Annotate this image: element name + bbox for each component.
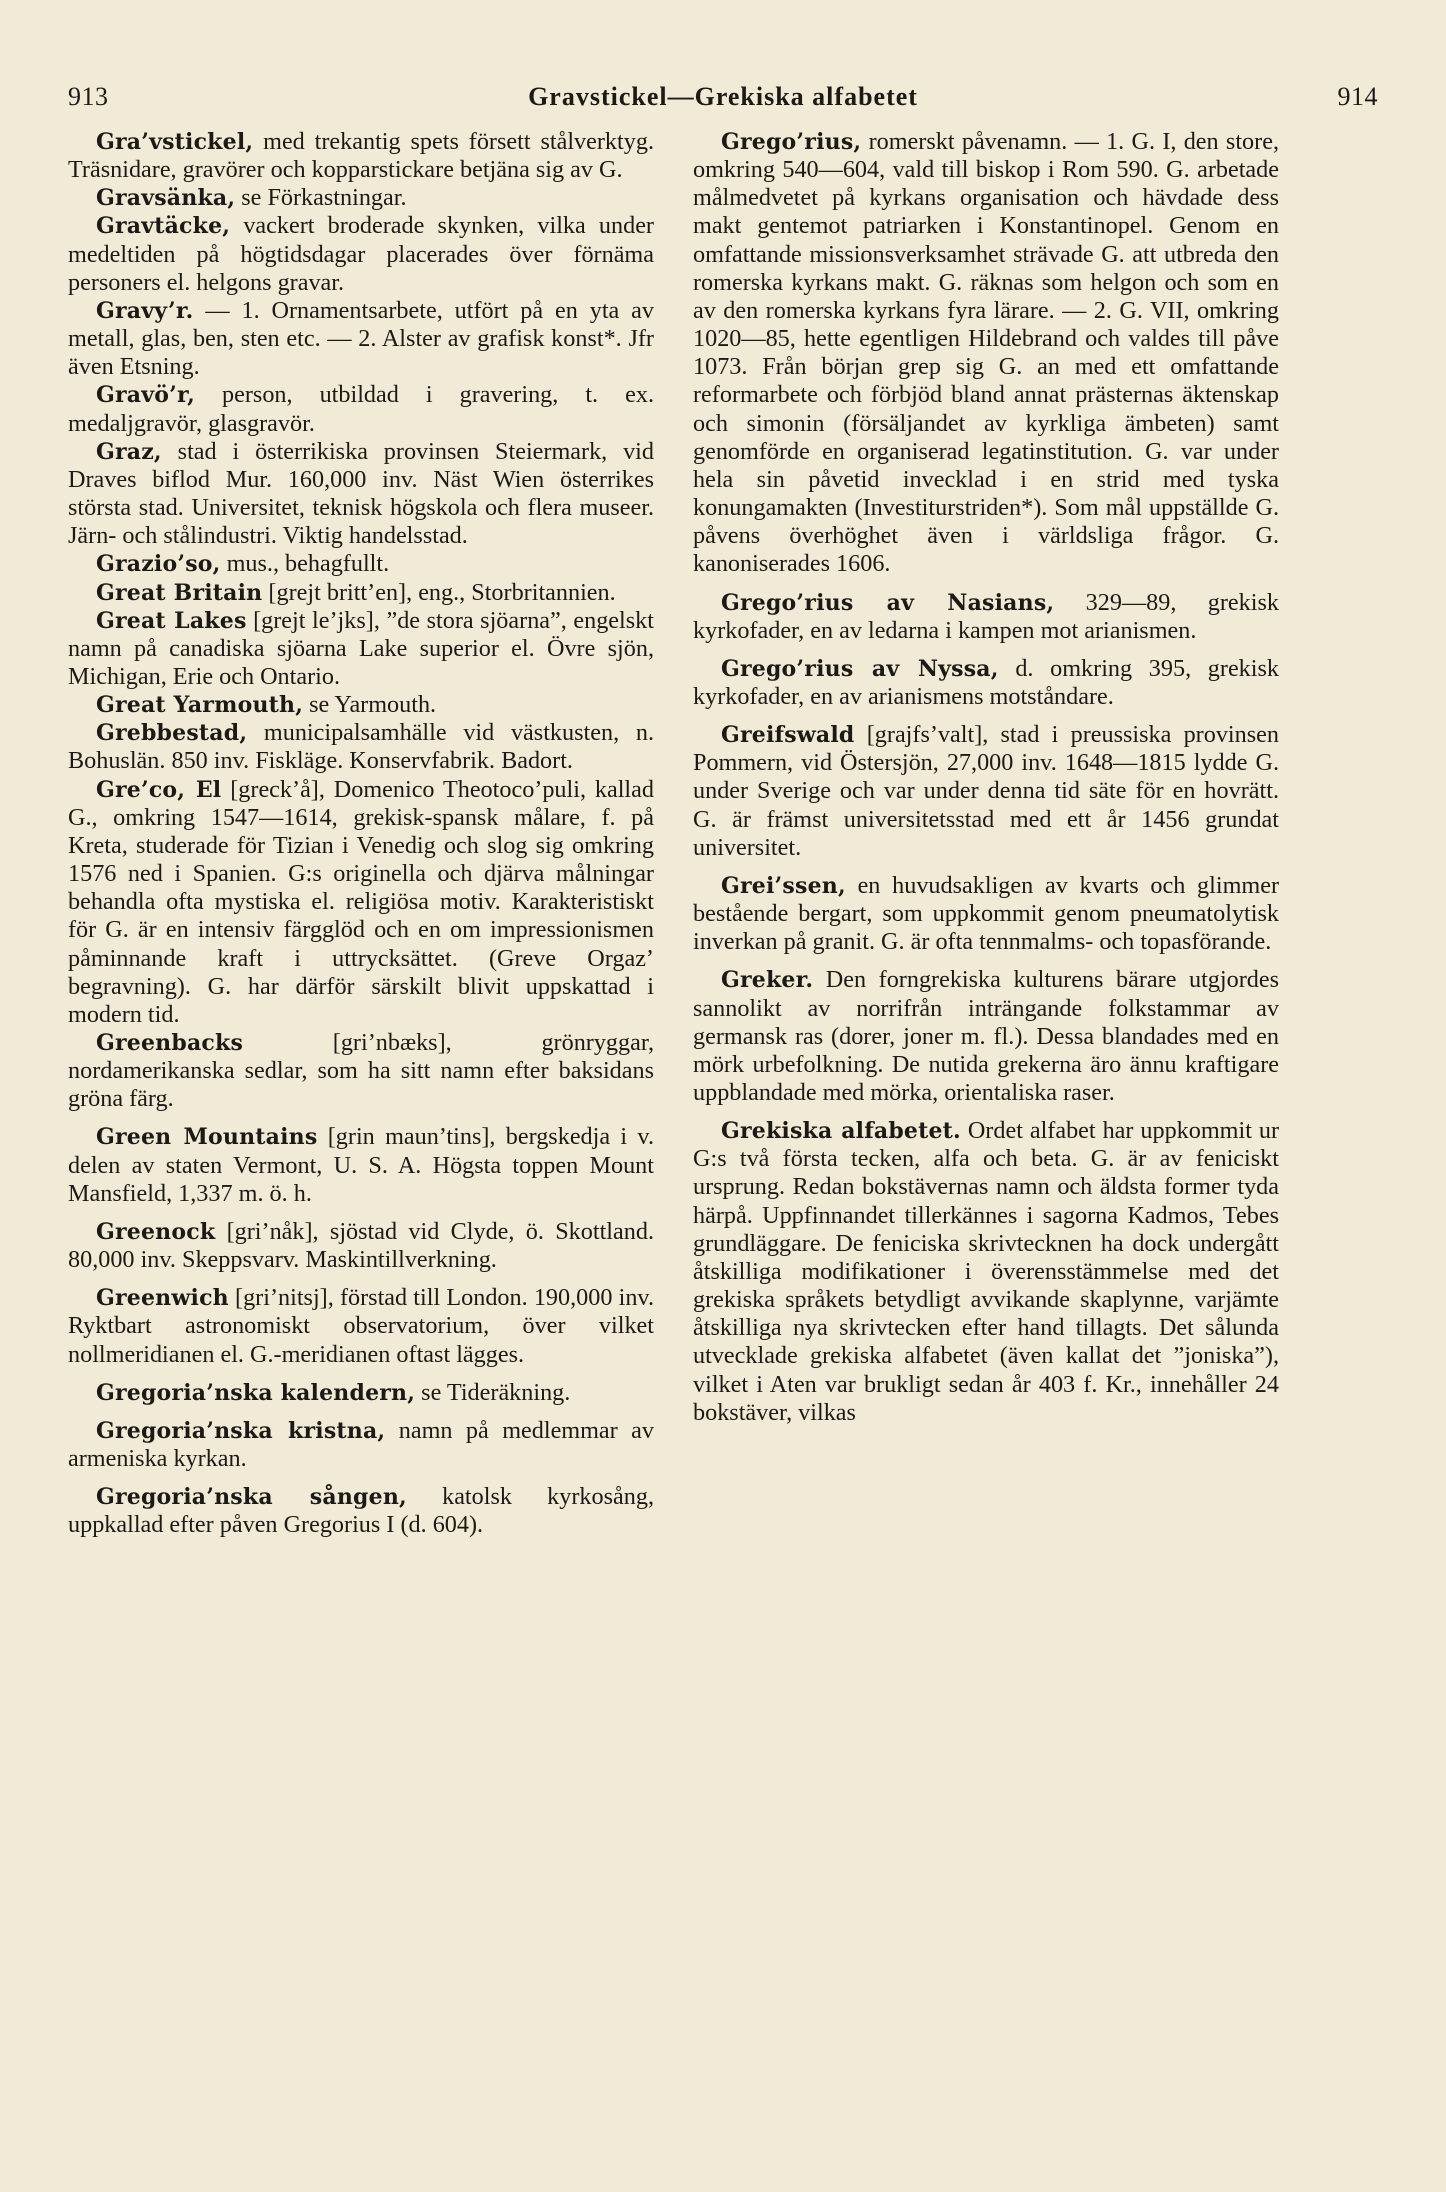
entry-text: 329—89, grekisk kyrkofader, en av ledarna i kampen mot arianismen. <box>693 588 1279 644</box>
entry-text: [grin maun’tins], bergskedja i v. delen av staten Vermont, U. S. A. Högsta toppen Mount Mansfield, 1,337 m. ö. h. <box>68 1123 654 1207</box>
entry-text: [gri’nbæks], grönryggar, nordamerikanska sedlar, som ha sitt namn efter baksidans gröna färg. <box>68 1029 654 1113</box>
entry-text: med trekantig spets försett stålverktyg. Träsnidare, gravörer och kopparstickare betjäna sig av G. <box>68 128 654 184</box>
page-number-right: 914 <box>1337 82 1378 111</box>
dictionary-entry <box>68 691 654 719</box>
dictionary-entry <box>68 1417 654 1473</box>
dictionary-entry <box>68 1379 654 1407</box>
right-column <box>693 128 1279 1427</box>
entry-text: Den forngrekiska kulturens bärare utgjordes sannolikt av norrifrån inträngande folkstammar av germansk ras (dorer, joner m. fl.). Dessa blandades med en mörk urbefolkning. De nutida grekerna äro ännu kraftigare uppblandade med mörka, orientaliska raser. <box>693 966 1279 1106</box>
dictionary-entry <box>68 184 654 212</box>
dictionary-entry <box>68 438 654 551</box>
entry-headword: Grazio’so, <box>96 551 221 578</box>
dictionary-entry <box>68 128 654 184</box>
entry-headword: Gregoria’nska kristna, <box>96 1417 386 1444</box>
entry-text: se Tideräkning. <box>415 1378 571 1406</box>
entry-headword: Green Mountains <box>96 1124 318 1151</box>
entry-headword: Grekiska alfabetet. <box>721 1118 961 1145</box>
dictionary-entry <box>68 719 654 775</box>
entry-headword: Great Yarmouth, <box>96 692 304 719</box>
entry-text: vackert broderade skynken, vilka under medeltiden på högtidsdagar placerades över förnäma personers el. helgons gravar. <box>68 212 654 296</box>
entry-text: [grejt britt’en], eng., Storbritannien. <box>262 578 616 606</box>
entry-headword: Greifswald <box>721 722 855 749</box>
dictionary-entry <box>693 721 1279 862</box>
entry-headword: Graz, <box>96 438 162 465</box>
left-column <box>68 128 654 1540</box>
entry-text: [greck’å], Domenico Theotoco’puli, kallad G., omkring 1547—1614, grekisk-spansk målare, f. på Kreta, studerade för Tizian i Venedig och slog sig omkring 1576 ned i Spanien. G:s originella och djärva målningar behandla ofta mystiska el. religiösa motiv. Karakteristiskt för G. är en intensiv färgglöd och en om impressionismen påminnande kraft i uttrycksättet. (Greve Orgaz’ begravning). G. har därför särskilt blivit uppskattad i modern tid. <box>68 775 654 1028</box>
dictionary-entry <box>68 381 654 437</box>
entry-headword: Grego’rius, <box>721 129 862 155</box>
entry-text: [grajfs’valt], stad i preussiska provinsen Pommern, vid Östersjön, 27,000 inv. 1648—1815 lydde G. under Sverige och var under denna tid säte för en hovrätt. G. är främst universitetsstad med ett år 1456 grundat universitet. <box>693 721 1279 861</box>
entry-headword: Grei’ssen, <box>721 872 846 899</box>
entry-headword: Great Lakes <box>96 607 247 634</box>
entry-text: municipalsamhälle vid västkusten, n. Bohuslän. 850 inv. Fiskläge. Konservfabrik. Badort. <box>68 719 654 775</box>
entry-text: — 1. Ornamentsarbete, utfört på en yta av metall, glas, ben, sten etc. — 2. Alster av grafisk konst*. Jfr även Etsning. <box>68 296 654 381</box>
entry-text: mus., behagfullt. <box>220 550 390 578</box>
dictionary-entry <box>693 655 1279 711</box>
page-header <box>68 82 1378 122</box>
entry-headword: Gregoria’nska kalendern, <box>96 1379 416 1406</box>
entry-text: [gri’nitsj], förstad till London. 190,000 inv. Ryktbart astronomiskt observatorium, över vilket nollmeridianen el. G.-meridianen oftast lägges. <box>68 1284 654 1368</box>
entry-headword: Gregoria’nska sången, <box>96 1484 407 1511</box>
entry-text: stad i österrikiska provinsen Steiermark, vid Draves biflod Mur. 160,000 inv. Näst Wien österrikes största stad. Universitet, teknisk högskola och flera museer. Järn- och stålindustri. Viktig handelsstad. <box>68 437 654 550</box>
entry-text: d. omkring 395, grekisk kyrkofader, en av arianismens motståndare. <box>693 654 1280 710</box>
entry-headword: Greenock <box>96 1218 216 1245</box>
dictionary-entry <box>68 1284 654 1368</box>
dictionary-entry <box>68 550 654 578</box>
entry-headword: Great Britain <box>96 579 263 606</box>
entry-text: en huvudsakligen av kvarts och glimmer bestående bergart, som uppkommit genom pneumatolytisk inverkan på granit. G. är ofta tennmalms- och topasförande. <box>693 871 1279 956</box>
dictionary-entry <box>68 1123 654 1207</box>
entry-headword: Gre’co, El <box>96 776 222 803</box>
entry-headword: Gravy’r. <box>96 297 194 324</box>
entry-text: [grejt le’jks], ”de stora sjöarna”, engelskt namn på canadiska sjöarna Lake superior el. Övre sjön, Michigan, Erie och Ontario. <box>68 606 654 690</box>
dictionary-entry <box>693 872 1279 956</box>
entry-headword: Gravtäcke, <box>96 213 231 240</box>
entry-headword: Gra’vstickel, <box>96 129 254 155</box>
entry-text: Ordet alfabet har uppkommit ur G:s två första tecken, alfa och beta. G. är av feniciskt ursprung. Redan bokstävernas namn och äldsta former tyda härpå. Uppfinnandet tillerkännes i sagorna Kadmos, Tebes grundläggare. De feniciska skrivtecknen ha dock undergått åtskilliga modifikationer i överensstämmelse med det grekiska språkets betydligt avvikande skaplynne, varjämte åtskilliga nya skrivtecken efter hand tillagts. Det sålunda utvecklade grekiska alfabetet (även kallat det ”joniska”), vilket i Aten var brukligt sedan år 403 f. Kr., innehåller 24 bokstäver, vilkas <box>693 1117 1280 1426</box>
entry-headword: Greenbacks <box>96 1030 244 1056</box>
dictionary-entry <box>68 297 654 381</box>
dictionary-entry <box>68 1218 654 1274</box>
dictionary-entry <box>68 212 654 296</box>
dictionary-entry <box>68 1029 654 1113</box>
dictionary-entry <box>693 1117 1279 1427</box>
entry-headword: Grebbestad, <box>96 720 248 747</box>
entry-text: se Förkastningar. <box>235 184 407 212</box>
entry-text: katolsk kyrkosång, uppkallad efter påven Gregorius I (d. 604). <box>68 1483 654 1539</box>
entry-headword: Greenwich <box>96 1285 229 1312</box>
entry-headword: Grego’rius av Nyssa, <box>721 655 999 682</box>
dictionary-entry <box>693 966 1279 1107</box>
entry-headword: Gravsänka, <box>96 185 236 212</box>
dictionary-entry <box>693 589 1279 645</box>
dictionary-entry <box>68 1483 654 1539</box>
entry-headword: Greker. <box>721 967 814 994</box>
entry-text: romerskt påvenamn. — 1. G. I, den store, omkring 540—604, vald till biskop i Rom 590. G. arbetade målmedvetet på kyrkans organisation och hävdade dess makt gentemot patriarken i Konstantinopel. Genom en omfattande missionsverksamhet strävade G. att utbreda den romerska kyrkans makt. G. räknas som helgon och som en av den romerska kyrkans fyra lärare. — 2. G. VII, omkring 1020—85, hette egentligen Hildebrand och valdes till påve 1073. Från början grep sig G. an med ett omfattande reformarbete och förbjöd bland annat prästernas äktenskap och simonin (försäljandet av kyrkliga ämbeten) samt genomförde en organiserad legatinstitution. G. var under hela sin påvetid invecklad i en strid med tyska konungamakten (Investiturstriden*). Som mål uppställde G. påvens överhöghet även i världsliga frågor. G. kanoniserades 1606. <box>693 128 1279 578</box>
page-number-left: 913 <box>68 82 109 111</box>
dictionary-entry <box>68 776 654 1029</box>
entry-text: person, utbildad i gravering, t. ex. medaljgravör, glasgravör. <box>68 381 654 437</box>
entry-text: se Yarmouth. <box>303 691 437 719</box>
entry-headword: Gravö’r, <box>96 382 195 409</box>
entry-text: namn på medlemmar av armeniska kyrkan. <box>68 1416 654 1473</box>
entry-text: [gri’nåk], sjöstad vid Clyde, ö. Skottland. 80,000 inv. Skeppsvarv. Maskintillverkning. <box>68 1217 654 1274</box>
running-title: Gravstickel—Grekiska alfabetet <box>528 82 918 111</box>
dictionary-entry <box>68 579 654 607</box>
entry-headword: Grego’rius av Nasians, <box>721 589 1055 616</box>
dictionary-entry <box>68 607 654 691</box>
dictionary-entry <box>693 128 1279 579</box>
